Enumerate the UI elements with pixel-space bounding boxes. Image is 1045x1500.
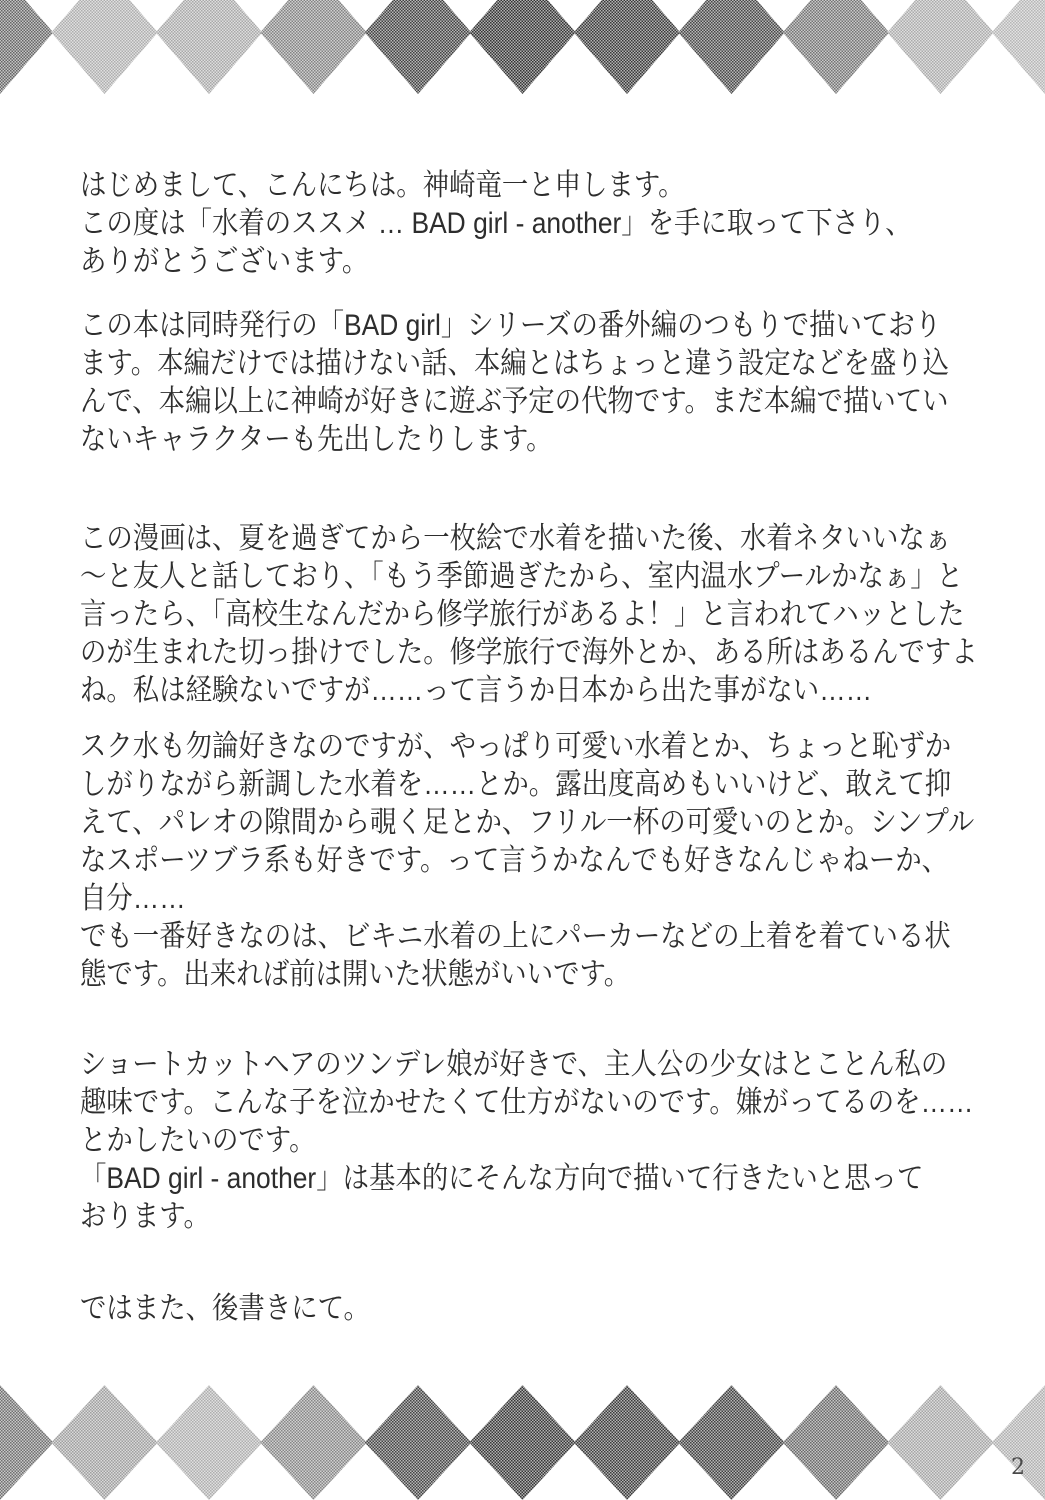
text-line: しがりながら新調した水着を……とか。露出度高めもいいけど、敢えて抑: [80, 768, 952, 801]
text-line: のが生まれた切っ掛けでした。修学旅行で海外とか、ある所はあるんですよ: [80, 636, 978, 669]
paragraph-swimsuit-likes: [80, 728, 1000, 994]
diamond-ornament: [0, 0, 53, 94]
text-line: えて、パレオの隙間から覗く足とか、フリル一杯の可愛いのとか。シンプル: [80, 806, 975, 839]
text-line: ます。本編だけでは描けない話、本編とはちょっと違う設定などを盛り込: [80, 347, 950, 380]
text-line: ないキャラクターも先出したりします。: [80, 423, 553, 456]
text-line: ありがとうございます。: [80, 245, 369, 278]
text-line: でも一番好きなのは、ビキニ水着の上にパーカーなどの上着を着ている状: [80, 920, 951, 953]
diamond-ornament: [678, 1385, 785, 1500]
paragraph-origin-story: [80, 520, 1000, 710]
text-line: 「BAD girl - another」は基本的にそんな方向で描いて行きたいと思って: [80, 1162, 924, 1195]
diamond-ornament: [0, 1385, 53, 1500]
page-number: 2: [1011, 1455, 1025, 1480]
text-line: ～と友人と話しており、「もう季節過ぎたから、室内温水プールかなぁ」と: [80, 560, 964, 593]
text-line: 自分……: [80, 882, 186, 915]
diamond-ornament: [574, 1385, 681, 1500]
paragraph-closing: [80, 1290, 1000, 1328]
diamond-ornament: [678, 0, 785, 94]
text-line: ではまた、後書きにて。: [80, 1292, 370, 1325]
text-line: この度は「水着のススメ … BAD girl - another」を手に取って下さり、: [80, 207, 912, 240]
top-diamond-border: [0, 0, 1045, 94]
text-line: 言ったら、「高校生なんだから修学旅行があるよ！」と言われてハッとした: [80, 598, 965, 631]
diamond-ornament: [260, 0, 367, 94]
diamond-ornament: [992, 0, 1045, 94]
text-line: んで、本編以上に神崎が好きに遊ぶ予定の代物です。まだ本編で描いてい: [80, 385, 949, 418]
diamond-ornament: [365, 0, 472, 94]
paragraph-book-intro: [80, 307, 1000, 459]
diamond-ornament: [887, 0, 994, 94]
diamond-ornament: [156, 0, 263, 94]
text-line: 態です。出来れば前は開いた状態がいいです。: [80, 958, 631, 991]
diamond-ornament: [365, 1385, 472, 1500]
diamond-ornament: [887, 1385, 994, 1500]
text-line: スク水も勿論好きなのですが、やっぱり可愛い水着とか、ちょっと恥ずか: [80, 730, 952, 763]
diamond-ornament: [51, 1385, 158, 1500]
diamond-ornament: [783, 0, 890, 94]
text-line: おります。: [80, 1200, 210, 1233]
bottom-diamond-border: [0, 1385, 1045, 1500]
text-line: なスポーツブラ系も好きです。って言うかなんでも好きなんじゃねーか、: [80, 844, 949, 877]
paragraph-greeting: [80, 167, 1000, 281]
diamond-ornament: [992, 1385, 1045, 1500]
diamond-ornament: [469, 1385, 576, 1500]
text-line: ショートカットヘアのツンデレ娘が好きで、主人公の少女はとことん私の: [80, 1048, 948, 1081]
diamond-ornament: [156, 1385, 263, 1500]
diamond-ornament: [574, 0, 681, 94]
text-line: 趣味です。こんな子を泣かせたくて仕方がないのです。嫌がってるのを……: [80, 1086, 974, 1119]
diamond-ornament: [469, 0, 576, 94]
diamond-ornament: [260, 1385, 367, 1500]
paragraph-heroine-likes: [80, 1046, 1000, 1236]
text-line: ね。私は経験ないですが……って言うか日本から出た事がない……: [80, 674, 872, 707]
text-line: この本は同時発行の「BAD girl」シリーズの番外編のつもりで描いており: [80, 309, 942, 342]
text-line: はじめまして、こんにちは。神崎竜一と申します。: [80, 169, 685, 202]
text-line: とかしたいのです。: [80, 1124, 316, 1157]
diamond-ornament: [51, 0, 158, 94]
text-line: この漫画は、夏を過ぎてから一枚絵で水着を描いた後、水着ネタいいなぁ: [80, 522, 952, 555]
diamond-ornament: [783, 1385, 890, 1500]
